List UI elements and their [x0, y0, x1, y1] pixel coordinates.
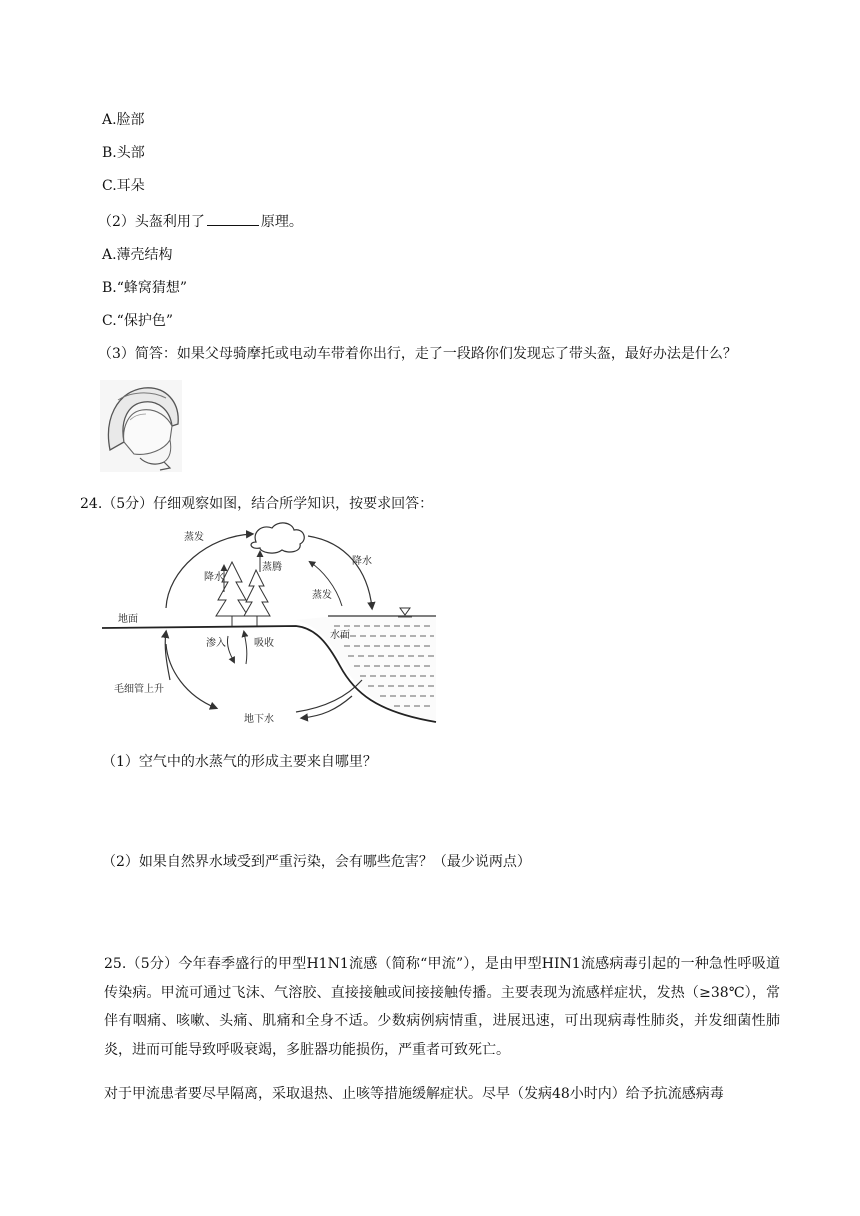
label-water-surface: 水面 — [330, 630, 350, 641]
option-c-ear: C.耳朵 — [102, 178, 145, 194]
option-b-head: B.头部 — [102, 145, 145, 161]
label-evaporation-left: 蒸发 — [184, 532, 204, 543]
label-infiltration: 渗入 — [206, 638, 226, 649]
sub-question-2-after: 原理。 — [260, 214, 303, 230]
sub-question-2 — [98, 211, 303, 232]
label-evaporation-inner: 蒸发 — [312, 590, 332, 601]
sub-question-2-before: （2）头盔利用了 — [98, 214, 205, 230]
label-ground: 地面 — [118, 614, 138, 625]
question-25-paragraph-2: 对于甲流患者要尽早隔离，采取退热、止咳等措施缓解症状。尽早（发病48小时内）给予抗流感病毒 — [104, 1086, 724, 1102]
label-absorption: 吸收 — [254, 638, 274, 649]
option-a-thin-shell: A.薄壳结构 — [102, 247, 173, 263]
label-transpiration: 蒸腾 — [262, 562, 282, 573]
cloud-icon — [251, 523, 304, 553]
question-24-sub-1: （1）空气中的水蒸气的形成主要来自哪里？ — [102, 754, 377, 770]
option-b-honeycomb: B.“蜂窝猜想” — [102, 280, 188, 296]
answer-blank — [207, 211, 259, 226]
water-level-symbol — [400, 608, 410, 615]
label-capillary: 毛细管上升 — [114, 684, 164, 695]
option-a-face: A.脸部 — [102, 112, 145, 128]
question-25-paragraph-1: 25.（5分）今年春季盛行的甲型H1N1流感（简称“甲流”），是由甲型HIN1流感病毒引起的一种急性呼吸道传染病。甲流可通过飞沫、气溶胶、直接接触或间接接触传播。主要表现为流感样症状，发热（≥38℃），常伴有咽痛、咳嗽、头痛、肌痛和全身不适。少数病例病情重，进展迅速，可出现病毒性肺炎，并发细菌性肺炎，进而可能导致呼吸衰竭，多脏器功能损伤，严重者可致死亡。 — [104, 956, 780, 1058]
helmet-illustration — [100, 380, 182, 472]
label-precipitation-right: 降水 — [352, 556, 372, 567]
option-c-protective-color: C.“保护色” — [102, 313, 173, 329]
question-24-sub-2: （2）如果自然界水域受到严重污染，会有哪些危害？（最少说两点） — [102, 854, 531, 870]
label-precipitation-inner: 降水 — [204, 572, 224, 583]
sub-question-3: （3）简答：如果父母骑摩托或电动车带着你出行，走了一段路你们发现忘了带头盔，最好办法是什么？ — [98, 346, 737, 362]
question-24-stem: 24.（5分）仔细观察如图，结合所学知识，按要求回答： — [80, 496, 434, 512]
water-cycle-diagram — [96, 520, 446, 736]
label-groundwater: 地下水 — [244, 714, 274, 725]
